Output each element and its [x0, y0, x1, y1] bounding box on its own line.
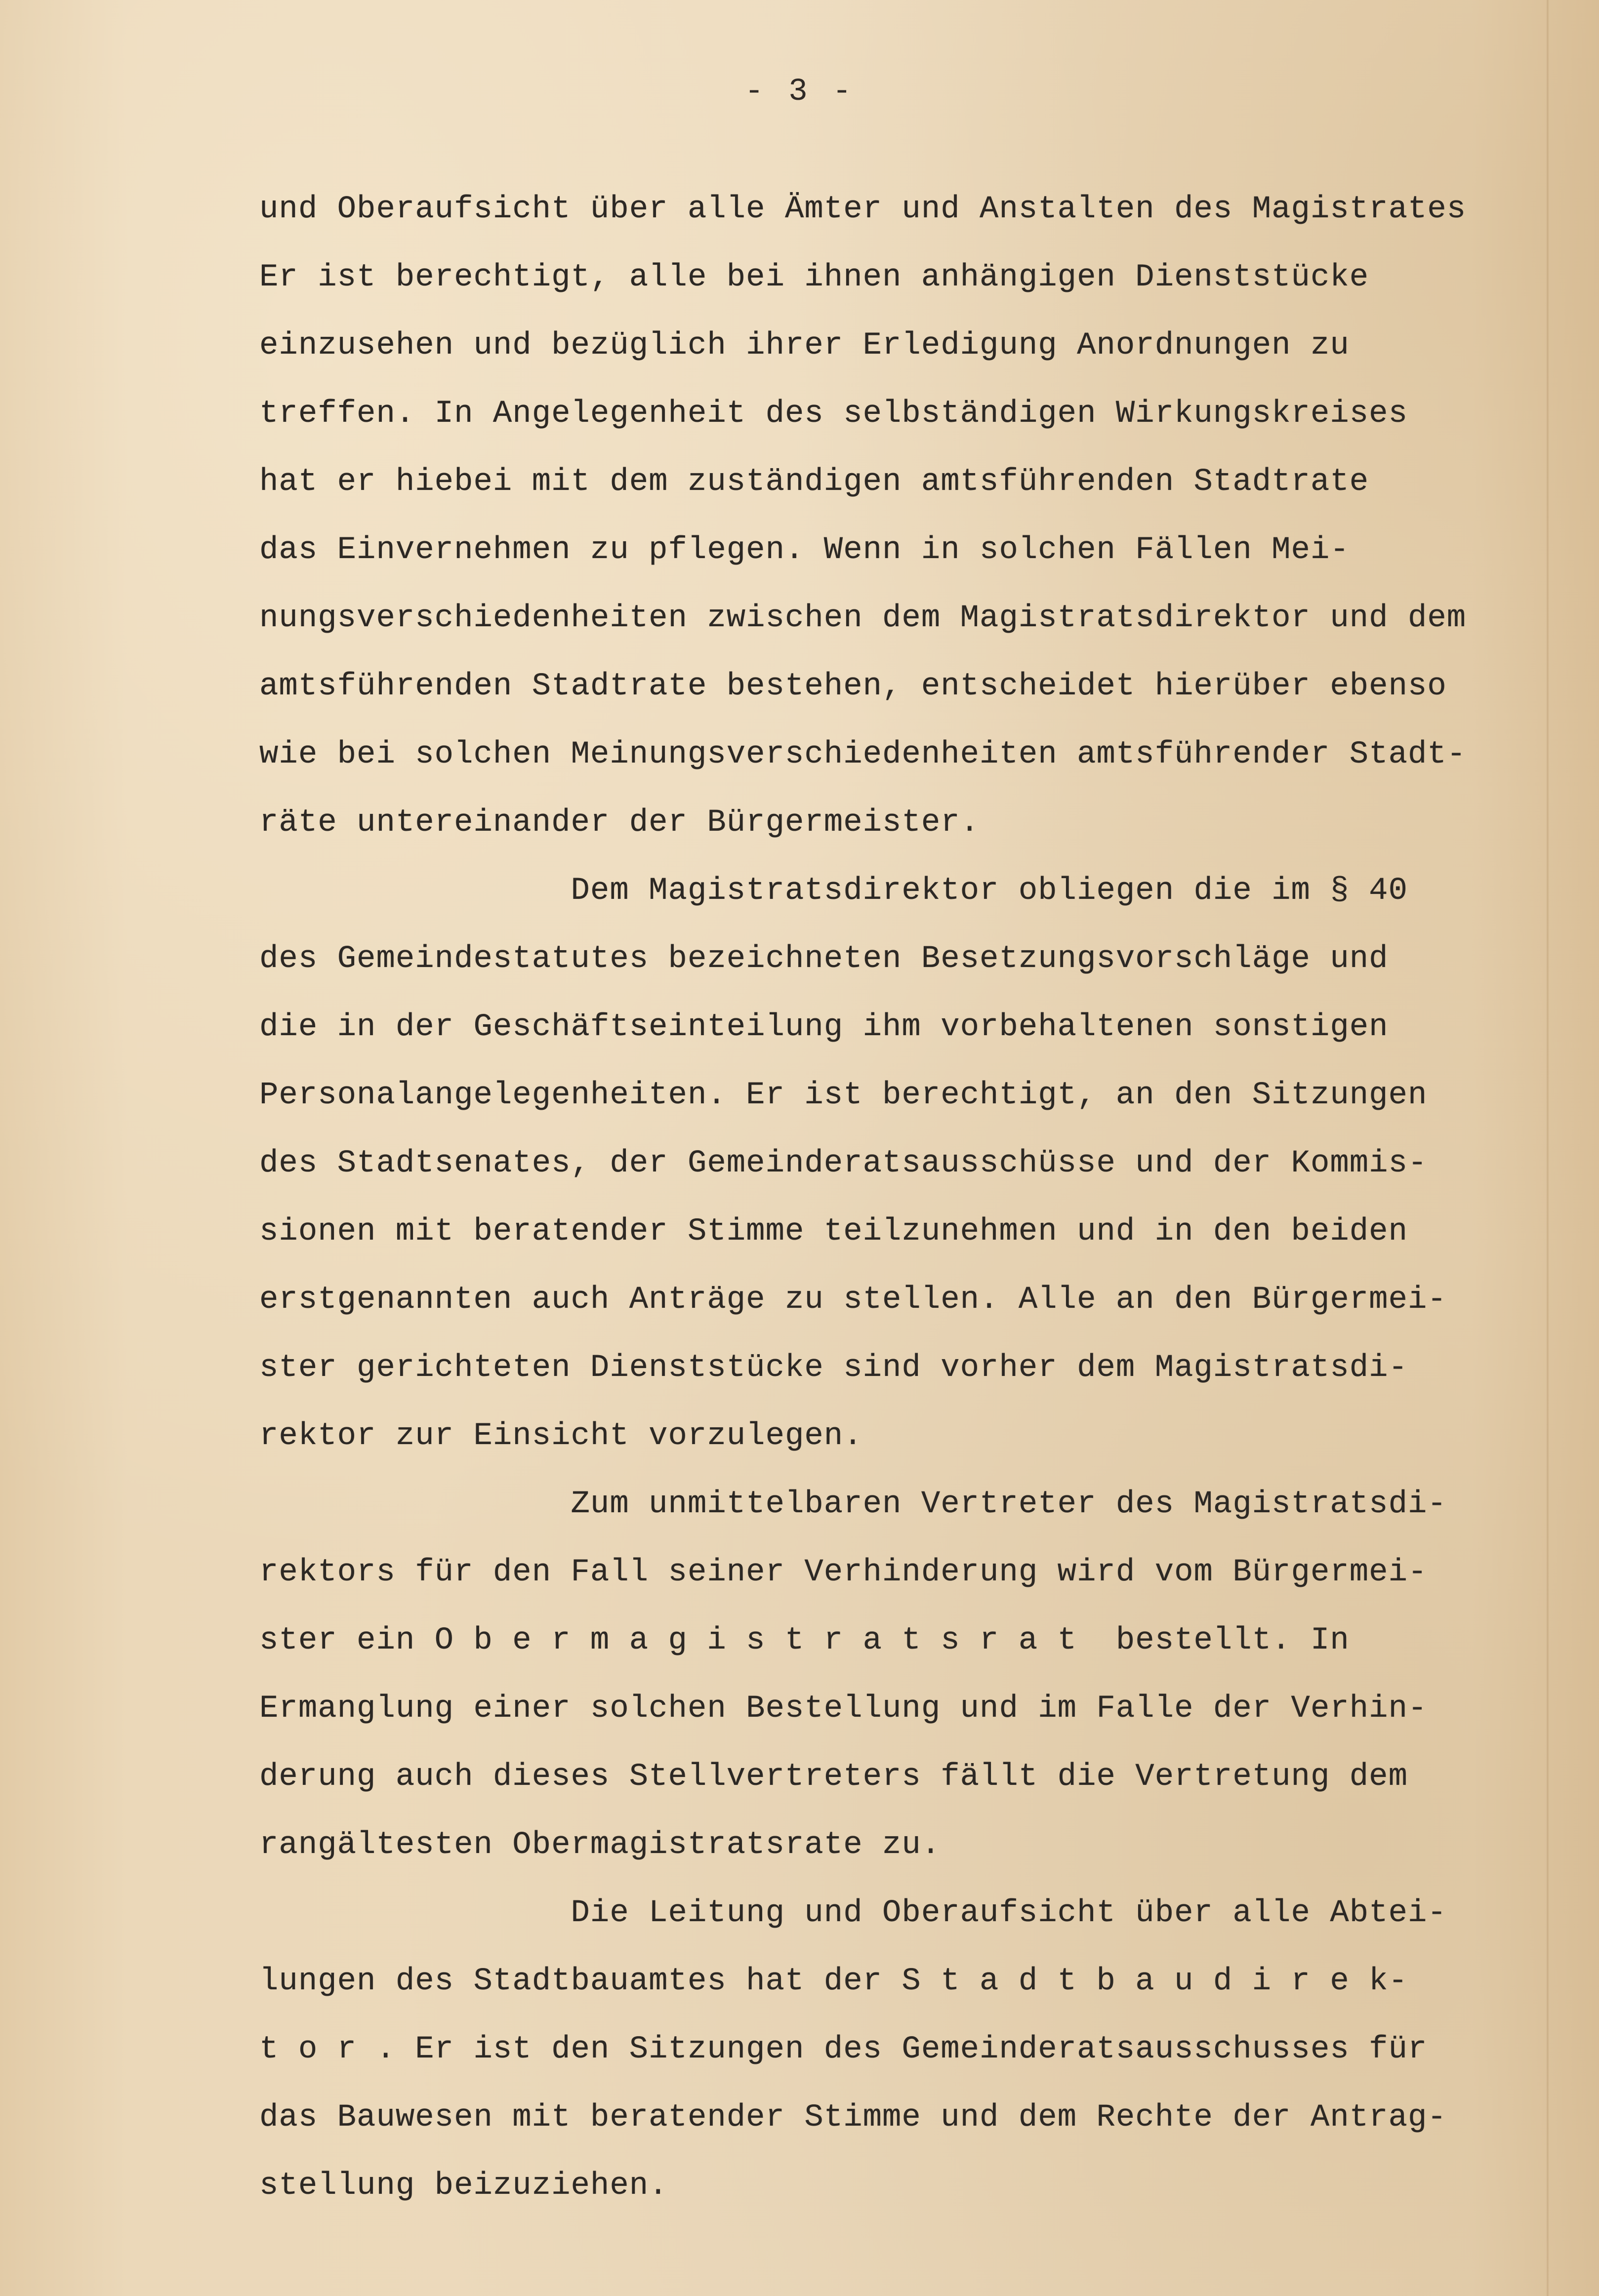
text-line: räte untereinander der Bürgermeister. [259, 805, 980, 841]
text-line: hat er hiebei mit dem zuständigen amtsführenden Stadtrate [259, 464, 1369, 500]
text-line: des Stadtsenates, der Gemeinderatsausschüsse und der Kommis- [259, 1146, 1428, 1181]
text-line: Ermanglung einer solchen Bestellung und im Falle der Verhin- [259, 1691, 1428, 1727]
text-line: nungsverschiedenheiten zwischen dem Magistratsdirektor und dem [259, 601, 1467, 636]
text-line: rektor zur Einsicht vorzulegen. [259, 1418, 863, 1454]
text-line: t o r . Er ist den Sitzungen des Gemeinderatsausschusses für [259, 2032, 1428, 2067]
text-line: rektors für den Fall seiner Verhinderung wird vom Bürgermei- [259, 1555, 1428, 1590]
text-line: Personalangelegenheiten. Er ist berechtigt, an den Sitzungen [259, 1078, 1428, 1113]
text-line: amtsführenden Stadtrate bestehen, entscheidet hierüber ebenso [259, 669, 1447, 704]
text-line: Dem Magistratsdirektor obliegen die im § 40 [259, 873, 1408, 909]
text-line: die in der Geschäftseinteilung ihm vorbehaltenen sonstigen [259, 1009, 1389, 1045]
text-line: Die Leitung und Oberaufsicht über alle Abtei- [259, 1895, 1447, 1931]
text-line: des Gemeindestatutes bezeichneten Besetzungsvorschläge und [259, 941, 1389, 977]
text-line: ster gerichteten Dienststücke sind vorher dem Magistratsdi- [259, 1350, 1408, 1386]
text-line: erstgenannten auch Anträge zu stellen. Alle an den Bürgermei- [259, 1282, 1447, 1318]
body-text [259, 175, 1524, 2220]
text-line: rangältesten Obermagistratsrate zu. [259, 1827, 941, 1863]
text-line: das Einvernehmen zu pflegen. Wenn in solchen Fällen Mei- [259, 532, 1350, 568]
text-line: sionen mit beratender Stimme teilzunehmen und in den beiden [259, 1214, 1408, 1249]
text-line: derung auch dieses Stellvertreters fällt die Vertretung dem [259, 1759, 1408, 1795]
text-line: das Bauwesen mit beratender Stimme und dem Rechte der Antrag- [259, 2100, 1447, 2135]
text-line: lungen des Stadtbauamtes hat der S t a d t b a u d i r e k- [259, 1964, 1408, 1999]
paper-fold [1546, 0, 1549, 2296]
text-line: stellung beizuziehen. [259, 2168, 668, 2204]
text-line: und Oberaufsicht über alle Ämter und Anstalten des Magistrates [259, 192, 1467, 227]
text-line: einzusehen und bezüglich ihrer Erledigung Anordnungen zu [259, 328, 1350, 363]
text-line: treffen. In Angelegenheit des selbständigen Wirkungskreises [259, 396, 1408, 432]
text-line: wie bei solchen Meinungsverschiedenheiten amtsführender Stadt- [259, 737, 1467, 772]
text-line: Er ist berechtigt, alle bei ihnen anhängigen Dienststücke [259, 260, 1369, 295]
page-number: - 3 - [744, 74, 855, 110]
text-line: Zum unmittelbaren Vertreter des Magistratsdi- [259, 1487, 1447, 1522]
text-line: ster ein O b e r m a g i s t r a t s r a t bestellt. In [259, 1623, 1350, 1658]
